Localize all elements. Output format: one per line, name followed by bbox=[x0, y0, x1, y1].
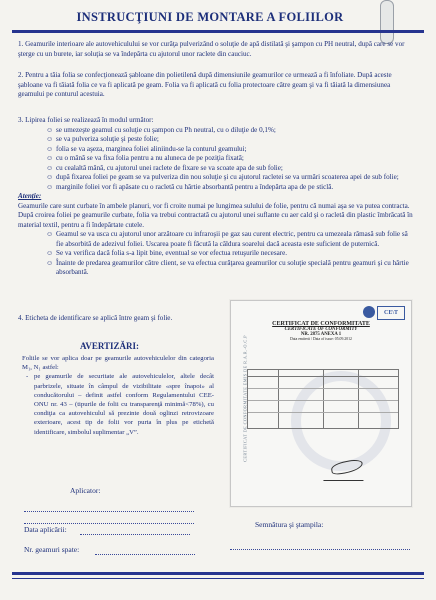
atentie-heading: Atenţie: bbox=[18, 192, 42, 200]
list-item: ☺ se umezeşte geamul cu soluţie cu şampon cu Ph neutral, cu o diluţie de 0,1%; bbox=[46, 125, 276, 134]
avertizari-intro: Foliile se vor aplica doar pe geamurile autovehiculelor din categoria M₁, N₁ astfel: bbox=[22, 355, 214, 372]
bottom-rule-thin bbox=[12, 578, 424, 579]
page-title: INSTRUCŢIUNI DE MONTARE A FOLIILOR bbox=[76, 10, 344, 24]
smiley-icon: ☺ bbox=[46, 173, 54, 181]
top-rule bbox=[12, 30, 424, 33]
avertizari-title: AVERTIZĂRI: bbox=[80, 341, 140, 351]
nr-geamuri-label: Nr. geamuri spate: bbox=[24, 545, 80, 554]
smiley-icon: ☺ bbox=[46, 125, 54, 134]
smiley-icon: ☺ bbox=[46, 154, 54, 162]
certificate-vertical-stamp: CERTIFICAT DE CONFORMITATE EMIS DE R.A.R.-O.C.P bbox=[242, 335, 248, 462]
step-2: 2. Pentru a tăia folia se confecţionează şabloane din polietilenă după dimensiunile geamurilor ce urmează a fi înfoliate. După aceste şabloane va fi tăiată folia ce va fi aplicată pe geam. Folia va fi aplicată cu folia protectoare către geam şi va fi tăiată la dimensiunea geamului pe conturul acestuia. bbox=[18, 71, 392, 98]
list-item: ☺ Se va verifica dacă folia s-a lipit bine, eventual se vor efectua retuşurile necesare. bbox=[46, 249, 288, 257]
atentie-text: Geamurile care sunt curbate în ambele planuri, vor fi croite numai pe lungimea sulului de folie, pentru că numai aşa se va putea contracta. După croirea foliei pe geamurile curbate, folia va trebui contractată cu ajutorul unei suflante cu aer cald şi o racletă din plastic îmbrăcată în material textil, pentru a fi îndepărtate cutele. bbox=[18, 201, 413, 229]
smiley-icon: ☺ bbox=[46, 144, 54, 153]
certificate-table bbox=[247, 369, 399, 429]
smiley-icon: ☺ bbox=[46, 135, 54, 143]
avertizari-body bbox=[22, 354, 214, 437]
list-item: ☺ folia se va aşeza, marginea foliei aliniindu-se la conturul geamului; bbox=[46, 144, 247, 153]
data-aplicarii-field[interactable] bbox=[80, 533, 190, 535]
list-item: ☺ Înainte de predarea geamurilor către client, se va efectua curăţarea geamurilor cu soluţie specială pentru geamuri şi cu hârtie absorbantă. bbox=[46, 258, 409, 276]
rar-logo-icon bbox=[363, 306, 375, 318]
signature-line bbox=[323, 466, 368, 481]
smiley-icon: ☺ bbox=[46, 249, 54, 257]
aplicator-line-2[interactable] bbox=[24, 522, 194, 524]
nr-geamuri-field[interactable] bbox=[95, 553, 195, 555]
list-item: ☺ marginile foliei vor fi apăsate cu o racletă cu hârtie absorbantă pentru a îndepărta apa de pe sticlă. bbox=[46, 182, 334, 191]
atentie-list bbox=[18, 230, 414, 278]
list-item: ☺ cu cealaltă mână, cu ajutorul unei raclete de fixare se va scoate apa de sub folie; bbox=[46, 163, 283, 172]
data-aplicarii-label: Data aplicării: bbox=[24, 525, 67, 534]
list-item: ☺ Geamul se va usca cu ajutorul unor arzătoare cu infraroşii pe gaz sau curent electric, pentru ca umezeala rămasă sub folie să fie absorbită de adezivul foliei. Uscarea poate fi făcută la căldura soarelui dacă aceasta este suficient de puternică. bbox=[46, 230, 408, 248]
list-item: ☺ se va pulveriza soluţie şi peste folie; bbox=[46, 135, 159, 143]
step-1: 1. Geamurile interioare ale autovehiculului se vor curăţa pulverizând o soluţie de apă distilată şi şampon cu PH neutral, după care se vor şterge cu un burete, iar soluţia se va îndepărta cu ajutorul unor raclete din cauciuc. bbox=[18, 40, 405, 58]
aplicator-line-1[interactable] bbox=[24, 510, 194, 512]
certificate-image bbox=[230, 300, 412, 507]
step-4: 4. Eticheta de identificare se aplică între geam şi folie. bbox=[18, 314, 173, 322]
semnatura-field[interactable] bbox=[230, 548, 410, 550]
smiley-icon: ☺ bbox=[46, 258, 54, 267]
smiley-icon: ☺ bbox=[46, 163, 54, 172]
bottom-rule bbox=[12, 572, 424, 575]
step-3-list bbox=[18, 126, 414, 193]
paper-clip bbox=[380, 0, 394, 44]
semnatura-label: Semnătura şi ştampila: bbox=[255, 520, 324, 529]
certificate-heading: CERTIFICAT DE CONFORMITATE CERTIFICATE OF CONFORMITY NR. 2875 ANEXA 1 Data emiterii / Data of issue: 05.09.2012 bbox=[272, 321, 370, 341]
smiley-icon: ☺ bbox=[46, 182, 54, 191]
step-3: 3. Lipirea foliei se realizează în modul următor: ☺ se umezeşte geamul cu soluţie cu şampon cu Ph neutral, cu o diluţie de 0,1%; ☺ se va pulveriza soluţie şi peste folie; ☺ folia se va aşeza, marginea foliei aliniindu-se la conturul geamului; ☺ cu o mână se va fixa folia pentru a nu aluneca de pe poziţia fixată; ☺ cu cealaltă mână, cu ajutorul unei raclete de fixare se va scoate apa de sub folie; ☺ după fixarea foliei pe geam se va pulveriza din nou soluţie şi cu ajutorul racletei se va urmări scoaterea apei de sub folie; ☺ marginile foliei vor fi apăsate cu o racletă cu hârtie absorbantă pentru a îndepărta apa de pe sticlă. Atenţie: Geamurile care sunt curbate în ambele planuri, vor fi croite numai pe lungimea sulului de folie, pentru că numai aşa se va putea contracta. După croirea foliei pe geamurile curbate, folia va trebui contractată cu ajutorul unei suflante cu aer cald şi o racletă din plastic îmbrăcată în material textil, pentru a fi îndepărtate cutele. ☺ Geamul se va usca cu ajutorul unor arzătoare cu infraroşii pe gaz sau curent electric, pentru ca umezeala rămasă sub folie să fie absorbită de adezivul foliei. Uscarea poate fi făcută la căldura soarelui dacă aceasta este suficient de puternică. ☺ Se va verifica dacă folia s-a lipit bine, eventual se vor efectua retuşurile necesare. ☺ Înainte de predarea geamurilor către client, se va efectua curăţarea geamurilor cu soluţie specială pentru geamuri şi cu hârtie absorbantă. bbox=[18, 116, 413, 276]
cert-logo: CE\T bbox=[377, 306, 405, 320]
list-item: ☺ cu o mână se va fixa folia pentru a nu aluneca de pe poziţia fixată; bbox=[46, 154, 244, 162]
aplicator-label: Aplicator: bbox=[70, 486, 101, 495]
list-item: ☺ după fixarea foliei pe geam se va pulveriza din nou soluţie şi cu ajutorul racletei se va urmări scoaterea apei de sub folie; bbox=[46, 173, 399, 181]
smiley-icon: ☺ bbox=[46, 230, 54, 238]
avertizari-item: - pe geamurile de securitate ale autovehiculelor, altele decât parbrizele, situate în câmpul de vizibilitate «spre înapoi» al conducătorului – definit astfel conform Regulamentului CEE-ONU nr. 43 – (tipurile de folii cu transparenţă minimă<78%), cu condiţia ca autovehiculul să prezinte două oglinzi retrovizoare exterioare, acest tip de folii vor purta în plus pe etichetă identificare, simbolul suplimentar „V”. bbox=[26, 373, 214, 436]
